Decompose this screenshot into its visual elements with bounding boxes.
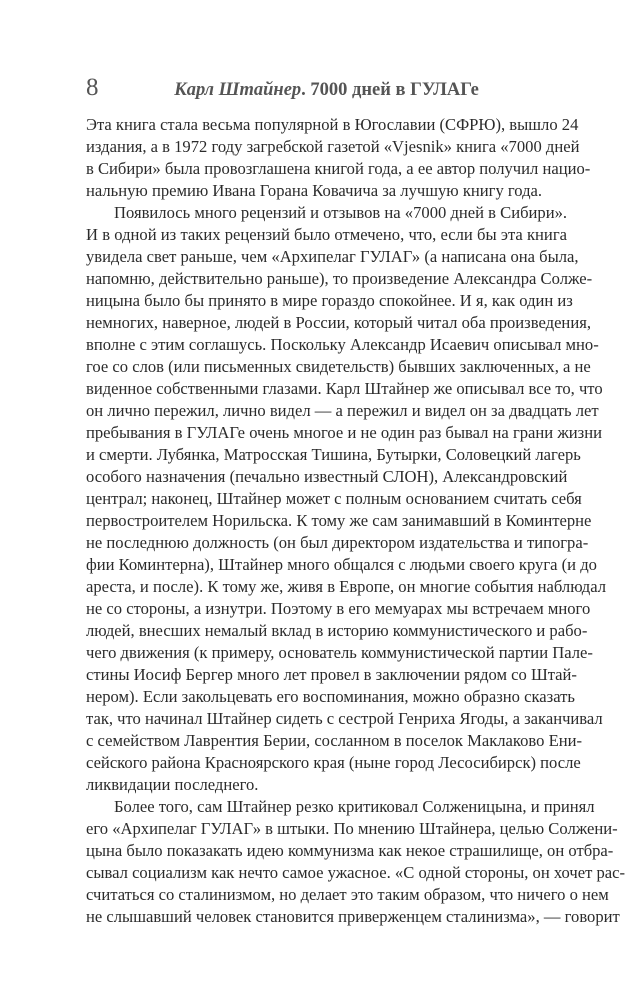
text-line: сейского района Красноярского края (ныне город Лесосибирск) после <box>86 753 581 772</box>
text-line: нером). Если закольцевать его воспоминания, можно образно сказать <box>86 687 575 706</box>
text-line: его «Архипелаг ГУЛАГ» в штыки. По мнению Штайнера, целью Солжени- <box>86 819 618 838</box>
text-line: так, что начинал Штайнер сидеть с сестрой Генриха Ягоды, а заканчивал <box>86 709 603 728</box>
text-line: сывал социализм как нечто самое ужасное. «С одной стороны, он хочет рас- <box>86 863 626 882</box>
running-title-author: Карл Штайнер <box>174 80 302 100</box>
text-line: в Сибири» была провозглашена книгой года, а ее автор получил нацио- <box>86 159 591 178</box>
body-text <box>86 114 626 928</box>
text-line: цына было показакать идею коммунизма как некое страшилище, он отбра- <box>86 841 614 860</box>
text-line: централ; наконец, Штайнер может с полным основанием считать себя <box>86 489 582 508</box>
text-line: гое со слов (или письменных свидетельств) бывших заключенных, а не <box>86 357 591 376</box>
text-line: фии Коминтерна), Штайнер много общался с людьми своего круга (и до <box>86 555 597 574</box>
text-line: людей, внесших немалый вклад в историю коммунистического и рабо- <box>86 621 588 640</box>
text-line: считаться со сталинизмом, но делает это таким образом, что ничего о нем <box>86 885 609 904</box>
text-line: чего движения (к примеру, основатель коммунистической партии Пале- <box>86 643 593 662</box>
text-line: не слышавший человек становится приверженцем сталинизма», — говорит <box>86 907 620 926</box>
page-number: 8 <box>86 74 99 101</box>
text-line: издания, а в 1972 году загребской газетой «Vjesnik» книга «7000 дней <box>86 137 580 156</box>
text-line: ареста, и после). К тому же, живя в Европе, он многие события наблюдал <box>86 577 607 596</box>
text-line: немногих, наверное, людей в России, который читал оба произведения, <box>86 313 591 332</box>
running-title <box>86 80 567 101</box>
running-title-book: . 7000 дней в ГУЛАГе <box>301 80 479 100</box>
text-line: Эта книга стала весьма популярной в Югославии (СФРЮ), вышло 24 <box>86 115 579 134</box>
text-line: не со стороны, а изнутри. Поэтому в его мемуарах мы встречаем много <box>86 599 591 618</box>
text-line: особого назначения (печально известный СЛОН), Александровский <box>86 467 568 486</box>
text-line: и смерти. Лубянка, Матросская Тишина, Бутырки, Соловецкий лагерь <box>86 445 581 464</box>
running-header <box>86 74 567 104</box>
paragraph <box>86 202 607 796</box>
text-line: пребывания в ГУЛАГе очень многое и не один раз бывал на грани жизни <box>86 423 602 442</box>
text-line: с семейством Лаврентия Берии, сосланном в поселок Маклаково Ени- <box>86 731 583 750</box>
text-line: не последнюю должность (он был директором издательства и типогра- <box>86 533 589 552</box>
text-line: нальную премию Ивана Горана Ковачича за лучшую книгу года. <box>86 181 543 200</box>
text-line: Более того, сам Штайнер резко критиковал Солженицына, и принял <box>114 797 595 816</box>
text-line: напомню, действительно раньше), то произведение Александра Солже- <box>86 269 593 288</box>
text-line: увидела свет раньше, чем «Архипелаг ГУЛАГ» (а написана она была, <box>86 247 579 266</box>
text-line: ницына было бы принято в мире гораздо спокойнее. И я, как один из <box>86 291 573 310</box>
text-line: он лично пережил, лично видел — а пережил и видел он за двадцать лет <box>86 401 599 420</box>
text-line: первостроителем Норильска. К тому же сам занимавший в Коминтерне <box>86 511 592 530</box>
text-line: вполне с этим соглашусь. Поскольку Александр Исаевич описывал мно- <box>86 335 599 354</box>
paragraph <box>86 796 626 928</box>
text-line: И в одной из таких рецензий было отмечено, что, если бы эта книга <box>86 225 567 244</box>
text-line: ликвидации последнего. <box>86 775 259 794</box>
text-line: стины Иосиф Бергер много лет провел в заключении рядом со Штай- <box>86 665 577 684</box>
text-line: Появилось много рецензий и отзывов на «7000 дней в Сибири». <box>114 203 568 222</box>
paragraph <box>86 114 591 202</box>
text-line: виденное собственными глазами. Карл Штайнер же описывал все то, что <box>86 379 603 398</box>
